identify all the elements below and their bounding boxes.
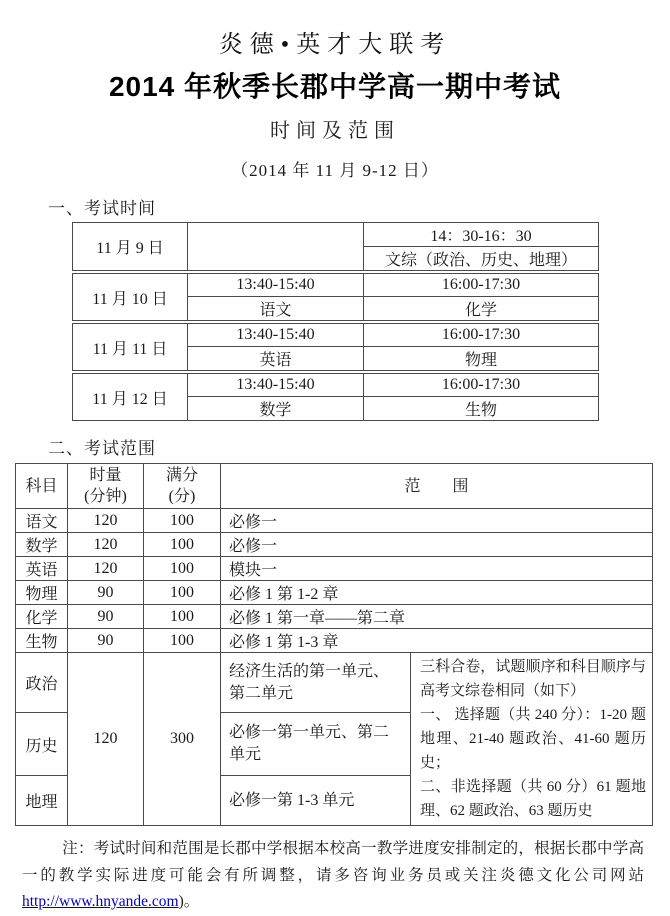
score-cell: 300 bbox=[144, 653, 221, 826]
subject-cell: 数学 bbox=[16, 533, 68, 557]
time-cell: 13:40-15:40 bbox=[188, 272, 364, 297]
exam-scope-table bbox=[15, 463, 653, 826]
scope-cell: 必修一 bbox=[221, 509, 653, 533]
subject-cell: 历史 bbox=[16, 713, 68, 776]
subject-cell: 化学 bbox=[364, 297, 599, 323]
footer-note-text: 注：考试时间和范围是长郡中学根据本校高一教学进度安排制定的，根据长郡中学高一的教学实际进度可能会有所调整，请多咨询业务员或关注炎德文化公司网站 bbox=[22, 840, 644, 884]
brand-title: 炎德•英才大联考 bbox=[218, 32, 452, 58]
col-header-scope: 范 围 bbox=[221, 464, 653, 509]
date-cell: 11 月 11 日 bbox=[73, 322, 188, 372]
date-cell: 11 月 10 日 bbox=[73, 272, 188, 322]
section-heading-exam-time: 一、考试时间 bbox=[48, 199, 156, 218]
score-cell: 100 bbox=[144, 605, 221, 629]
footer-note bbox=[22, 836, 644, 916]
score-cell: 100 bbox=[144, 629, 221, 653]
col-header-duration-line1: 时量 bbox=[89, 467, 122, 484]
subject-cell: 生物 bbox=[364, 397, 599, 421]
date-cell: 11 月 9 日 bbox=[73, 223, 188, 273]
combined-paper-note bbox=[411, 653, 653, 826]
main-title: 2014 年秋季长郡中学高一期中考试 bbox=[108, 71, 562, 102]
note-line: 三科合卷，试题顺序和科目顺序与高考文综卷相同（如下） bbox=[420, 659, 647, 699]
col-header-score-line2: (分) bbox=[168, 488, 196, 505]
subject-cell: 生物 bbox=[16, 629, 68, 653]
time-cell: 16:00-17:30 bbox=[364, 322, 599, 347]
subject-cell: 语文 bbox=[16, 509, 68, 533]
scope-cell: 必修一 bbox=[221, 533, 653, 557]
duration-cell: 120 bbox=[68, 509, 144, 533]
score-cell: 100 bbox=[144, 509, 221, 533]
subject-cell: 语文 bbox=[188, 297, 364, 323]
subtitle: 时间及范围 bbox=[270, 120, 400, 142]
scope-cell: 必修一第一单元、第二单元 bbox=[221, 713, 411, 776]
footer-note-suffix: )。 bbox=[178, 893, 200, 910]
duration-cell: 120 bbox=[68, 653, 144, 826]
duration-cell: 120 bbox=[68, 533, 144, 557]
scope-cell: 必修 1 第一章——第二章 bbox=[221, 605, 653, 629]
subject-cell: 英语 bbox=[16, 557, 68, 581]
duration-cell: 90 bbox=[68, 581, 144, 605]
time-cell: 16:00-17:30 bbox=[364, 372, 599, 397]
empty-cell bbox=[188, 223, 364, 273]
scope-cell: 必修 1 第 1-3 章 bbox=[221, 629, 653, 653]
subject-cell: 政治 bbox=[16, 653, 68, 713]
subject-cell: 物理 bbox=[16, 581, 68, 605]
time-cell: 14：30-16：30 bbox=[364, 223, 599, 247]
score-cell: 100 bbox=[144, 533, 221, 557]
time-cell: 13:40-15:40 bbox=[188, 322, 364, 347]
exam-schedule-table bbox=[72, 222, 599, 421]
website-link[interactable]: http://www.hnyande.com bbox=[22, 893, 179, 910]
score-cell: 100 bbox=[144, 557, 221, 581]
note-line: 一、 选择题（共 240 分）：1-20 题地理、21-40 题政治、41-60 题历史； bbox=[420, 707, 647, 771]
duration-cell: 120 bbox=[68, 557, 144, 581]
duration-cell: 90 bbox=[68, 605, 144, 629]
subject-cell: 英语 bbox=[188, 347, 364, 373]
note-line: 二、非选择题（共 60 分）61 题地理、62 题政治、63 题历史 bbox=[420, 779, 647, 819]
date-cell: 11 月 12 日 bbox=[73, 372, 188, 421]
subject-cell: 物理 bbox=[364, 347, 599, 373]
subject-cell: 化学 bbox=[16, 605, 68, 629]
date-range: （2014 年 11 月 9-12 日） bbox=[231, 161, 439, 180]
time-cell: 13:40-15:40 bbox=[188, 372, 364, 397]
time-cell: 16:00-17:30 bbox=[364, 272, 599, 297]
score-cell: 100 bbox=[144, 581, 221, 605]
col-header-duration bbox=[68, 464, 144, 509]
subject-cell: 文综（政治、历史、地理） bbox=[364, 247, 599, 273]
col-header-score-line1: 满分 bbox=[165, 467, 198, 484]
scope-cell: 经济生活的第一单元、第二单元 bbox=[221, 653, 411, 713]
section-heading-exam-scope: 二、考试范围 bbox=[48, 439, 156, 458]
duration-cell: 90 bbox=[68, 629, 144, 653]
col-header-subject: 科目 bbox=[16, 464, 68, 509]
scope-cell: 模块一 bbox=[221, 557, 653, 581]
scope-cell: 必修 1 第 1-2 章 bbox=[221, 581, 653, 605]
col-header-duration-line2: (分钟) bbox=[84, 488, 127, 505]
col-header-score bbox=[144, 464, 221, 509]
subject-cell: 数学 bbox=[188, 397, 364, 421]
scope-cell: 必修一第 1-3 单元 bbox=[221, 776, 411, 826]
subject-cell: 地理 bbox=[16, 776, 68, 826]
